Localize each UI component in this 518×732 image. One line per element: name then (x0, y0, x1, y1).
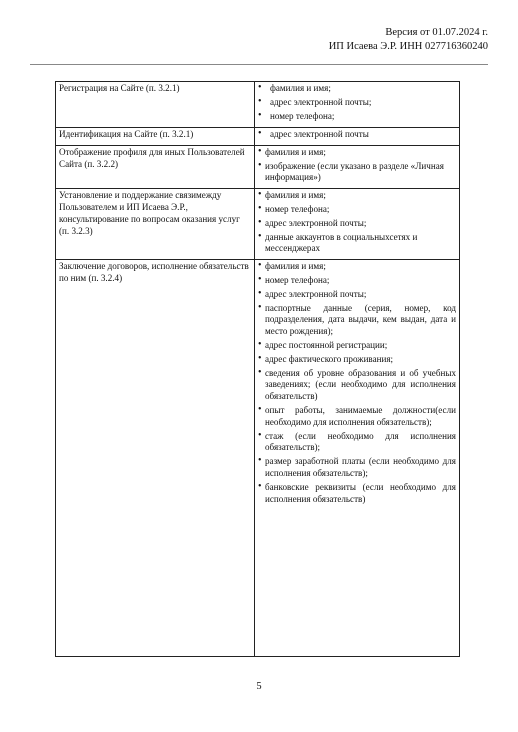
list-item: • адрес электронной почты (258, 129, 456, 141)
table-row (56, 145, 460, 188)
list-item: • фамилия и имя; (258, 83, 456, 95)
list-item: • паспортные данные (серия, номер, код подразделения, дата выдачи, кем выдан, дата и место рождения); (258, 303, 456, 338)
data-list (258, 261, 456, 505)
data-cell (255, 145, 460, 188)
list-item: • фамилия и имя; (258, 261, 456, 273)
header-divider (30, 64, 488, 65)
table-row (56, 82, 460, 128)
purpose-cell: Регистрация на Сайте (п. 3.2.1) (56, 82, 255, 128)
list-item: • банковские реквизиты (если необходимо для исполнения обязательств) (258, 482, 456, 506)
table-row (56, 128, 460, 146)
list-item: • размер заработной платы (если необходимо для исполнения обязательств); (258, 456, 456, 480)
purpose-cell: Отображение профиля для иных Пользователей Сайта (п. 3.2.2) (56, 145, 255, 188)
list-item: • номер телефона; (258, 111, 456, 123)
list-item: • данные аккаунтов в социальныхсетях и мессенджерах (258, 232, 456, 256)
company-line: ИП Исаева Э.Р. ИНН 027716360240 (328, 41, 488, 52)
table-row (56, 189, 460, 260)
list-item: • фамилия и имя; (258, 147, 456, 159)
list-item: • стаж (если необходимо для исполнения обязательств); (258, 431, 456, 455)
data-cell (255, 82, 460, 128)
data-cell (255, 128, 460, 146)
data-list (258, 147, 456, 184)
page-number: 5 (256, 681, 262, 692)
data-list (258, 83, 456, 122)
list-item: • изображение (если указано в разделе «Личная информация») (258, 161, 456, 185)
list-item: • адрес электронной почты; (258, 289, 456, 301)
data-list (258, 129, 456, 141)
list-item: • номер телефона; (258, 204, 456, 216)
list-item: • адрес электронной почты; (258, 97, 456, 109)
purpose-cell: Установление и поддержание связимежду Пользователем и ИП Исаева Э.Р., консультирование по вопросам оказания услуг (п. 3.2.3) (56, 189, 255, 260)
version-line: Версия от 01.07.2024 г. (385, 27, 488, 38)
list-item: • адрес электронной почты; (258, 218, 456, 230)
data-cell (255, 260, 460, 657)
data-processing-table (55, 81, 460, 657)
list-item: • опыт работы, занимаемые должности(если необходимо для исполнения обязательств); (258, 405, 456, 429)
purpose-cell: Идентификация на Сайте (п. 3.2.1) (56, 128, 255, 146)
table-row (56, 260, 460, 657)
list-item: • адрес постоянной регистрации; (258, 340, 456, 352)
list-item: • фамилия и имя; (258, 190, 456, 202)
page-header (329, 26, 488, 54)
list-item: • адрес фактического проживания; (258, 354, 456, 366)
list-item: • сведения об уровне образования и об учебных заведениях; (если необходимо для исполнения обязательств) (258, 368, 456, 403)
purpose-cell: Заключение договоров, исполнение обязательств по ним (п. 3.2.4) (56, 260, 255, 657)
list-item: • номер телефона; (258, 275, 456, 287)
data-cell (255, 189, 460, 260)
data-list (258, 190, 456, 255)
